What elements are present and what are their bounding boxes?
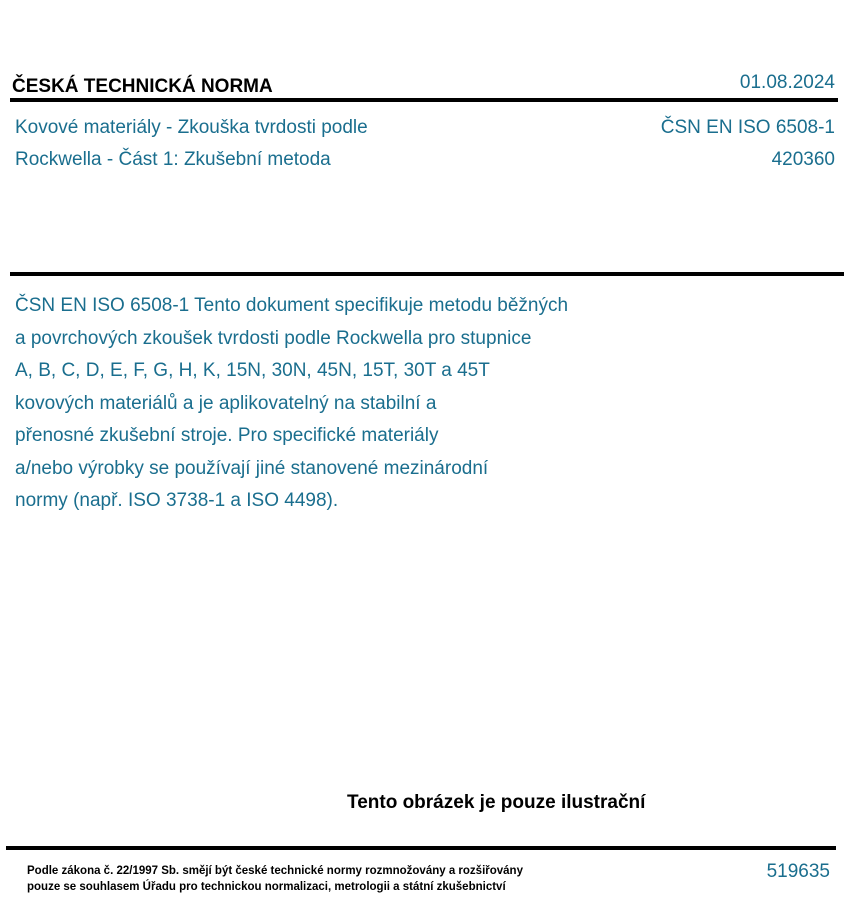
class-code: 420360 xyxy=(771,149,835,170)
legal-notice xyxy=(27,863,523,895)
legal-notice-line-1: Podle zákona č. 22/1997 Sb. smějí být české technické normy rozmnožovány a rozšiřovány xyxy=(27,865,523,877)
document-title-line-2: Rockwella - Část 1: Zkušební metoda xyxy=(15,149,331,170)
document-title-line-1: Kovové materiály - Zkouška tvrdosti podle xyxy=(15,117,368,138)
bottom-divider xyxy=(6,846,836,850)
middle-divider xyxy=(10,272,844,276)
legal-notice-line-2: pouze se souhlasem Úřadu pro technickou normalizaci, metrologii a státní zkušebnictví xyxy=(27,881,506,893)
standard-heading: ČESKÁ TECHNICKÁ NORMA xyxy=(12,76,273,97)
top-divider xyxy=(10,98,838,102)
document-id: 519635 xyxy=(766,861,830,882)
publication-date: 01.08.2024 xyxy=(739,72,835,93)
illustration-note: Tento obrázek je pouze ilustrační xyxy=(347,792,646,813)
abstract-text: ČSN EN ISO 6508-1 Tento dokument specifikuje metodu běžných a povrchových zkoušek tvrdosti podle Rockwella pro stupnice A, B, C, D, E, F, G, H, K, 15N, 30N, 45N, 15T, 30T a 45T kovových materiálů a je aplikovatelný na stabilní a přenosné zkušební stroje. Pro specifické materiály a/nebo výrobky se používají jiné stanovené mezinárodní normy (např. ISO 3738-1 a ISO 4498). xyxy=(15,295,569,511)
standard-number: ČSN EN ISO 6508-1 xyxy=(660,117,835,138)
